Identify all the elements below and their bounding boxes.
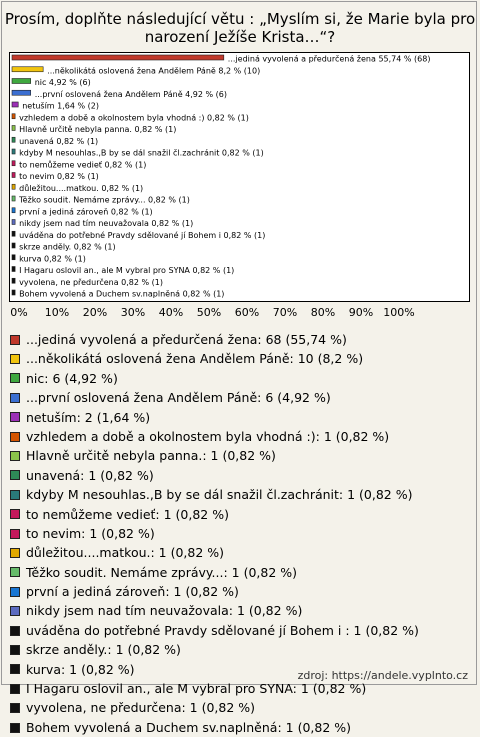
legend-label: Těžko soudit. Nemáme zprávy...: 1 (0,82 %): [26, 564, 298, 580]
x-tick-label: 90%: [348, 306, 374, 319]
legend-item: [10, 621, 475, 640]
bar-data-label: kurva 0,82 % (1): [19, 254, 86, 264]
legend-label: uváděna do potřebné Pravdy sdělované jí Bohem i : 1 (0,82 %): [26, 622, 419, 638]
legend-label: unavená: 1 (0,82 %): [26, 467, 154, 483]
chart-bar: [12, 102, 18, 107]
x-tick-label: 80%: [310, 306, 336, 319]
legend-swatch: [10, 432, 20, 442]
legend-swatch: [10, 703, 20, 713]
bar-data-label: ...několikátá oslovená žena Andělem Páně 8,2 % (10): [47, 66, 261, 76]
legend-label: I Hagaru oslovil an., ale M vybral pro SYNA: 1 (0,82 %): [26, 681, 367, 697]
legend-label: kurva: 1 (0,82 %): [26, 661, 135, 677]
bar-data-label: uváděna do potřebné Pravdy sdělované jí Bohem i 0,82 % (1): [19, 230, 266, 240]
x-tick-label: 100%: [383, 306, 415, 319]
legend-swatch: [10, 509, 20, 519]
legend-item: [10, 563, 475, 582]
bar-data-label: to nemůžeme vedieť 0,82 % (1): [19, 160, 147, 170]
bar-data-label: nikdy jsem nad tím neuvažovala 0,82 % (1): [19, 219, 194, 228]
x-tick-label: 0%: [10, 306, 28, 319]
bar-data-label: I Hagaru oslovil an., ale M vybral pro SYNA 0,82 % (1): [19, 266, 235, 275]
legend-swatch: [10, 567, 20, 577]
legend-item: [10, 543, 475, 562]
chart-bar: [12, 208, 15, 213]
bar-chart-svg: [10, 53, 470, 302]
legend-item: [10, 640, 475, 659]
chart-bar: [12, 126, 15, 131]
legend-item: [10, 446, 475, 465]
legend-swatch: [10, 723, 20, 733]
chart-bar: [12, 90, 31, 95]
chart-bar: [12, 267, 15, 272]
chart-bar: [12, 55, 224, 60]
bar-data-label: nic 4,92 % (6): [34, 78, 91, 87]
legend-swatch: [10, 626, 20, 636]
source-note: zdroj: https://andele.vyplnto.cz: [297, 669, 468, 682]
legend-label: první a jediná zároveň: 1 (0,82 %): [26, 584, 239, 600]
x-tick-label: 20%: [82, 306, 108, 319]
x-tick-label: 30%: [120, 306, 146, 319]
bar-data-label: důležitou....matkou. 0,82 % (1): [19, 183, 144, 193]
bar-data-label: vzhledem a době a okolnostem byla vhodná :) 0,82 % (1): [19, 113, 249, 123]
chart-bar: [12, 184, 15, 189]
bar-data-label: unavená 0,82 % (1): [19, 136, 99, 146]
chart-bar: [12, 173, 15, 178]
bar-data-label: Těžko soudit. Nemáme zprávy... 0,82 % (1): [19, 195, 190, 205]
legend-swatch: [10, 645, 20, 655]
chart-title: [0, 10, 480, 46]
legend-item: [10, 466, 475, 485]
legend-swatch: [10, 335, 20, 345]
bar-data-label: ...jediná vyvolená a předurčená žena 55,74 % (68): [227, 54, 431, 64]
chart-bar: [12, 220, 15, 225]
legend-swatch: [10, 393, 20, 403]
chart-bar: [12, 196, 15, 201]
bar-data-label: ...první oslovená žena Andělem Páně 4,92 % (6): [34, 89, 228, 99]
legend-item: [10, 485, 475, 504]
legend-item: [10, 582, 475, 601]
x-axis-ticks: [0, 306, 480, 324]
legend-label: Hlavně určitě nebyla panna.: 1 (0,82 %): [26, 448, 276, 464]
legend-label: vzhledem a době a okolnostem byla vhodná :): 1 (0,82 %): [26, 428, 390, 444]
legend-label: Bohem vyvolená a Duchem sv.naplněná: 1 (0,82 %): [26, 719, 352, 735]
bar-data-label: vyvolena, ne předurčena 0,82 % (1): [19, 277, 164, 287]
legend-label: nic: 6 (4,92 %): [26, 370, 118, 386]
legend-swatch: [10, 684, 20, 694]
legend-swatch: [10, 354, 20, 364]
legend-swatch: [10, 529, 20, 539]
x-tick-label: 70%: [272, 306, 298, 319]
legend-swatch: [10, 606, 20, 616]
chart-bar: [12, 278, 15, 283]
x-tick-label: 40%: [158, 306, 184, 319]
bar-data-label: netuším 1,64 % (2): [22, 101, 99, 111]
chart-bar: [12, 114, 15, 119]
legend-label: netuším: 2 (1,64 %): [26, 409, 151, 425]
legend-item: [10, 369, 475, 388]
chart-title-line: narození Ježíše Krista…“?: [144, 28, 336, 46]
legend-item: [10, 388, 475, 407]
legend-label: vyvolena, ne předurčena: 1 (0,82 %): [26, 700, 256, 716]
legend-swatch: [10, 664, 20, 674]
legend-swatch: [10, 412, 20, 422]
legend-label: to nevim: 1 (0,82 %): [26, 525, 155, 541]
bar-data-label: první a jediná zároveň 0,82 % (1): [19, 207, 153, 217]
legend-label: ...jediná vyvolená a předurčená žena: 68 (55,74 %): [26, 332, 347, 347]
legend-item: [10, 408, 475, 427]
legend-item: [10, 349, 475, 368]
bar-data-label: to nevim 0,82 % (1): [19, 172, 99, 181]
legend-swatch: [10, 490, 20, 500]
legend-swatch: [10, 373, 20, 383]
legend-swatch: [10, 451, 20, 461]
legend-label: nikdy jsem nad tím neuvažovala: 1 (0,82 %): [26, 603, 303, 619]
legend-label: kdyby M nesouhlas.,B by se dál snažil čl.zachránit: 1 (0,82 %): [26, 487, 413, 503]
chart-bar: [12, 149, 15, 154]
chart-bar: [12, 161, 15, 166]
bar-data-label: kdyby M nesouhlas.,B by se dál snažil čl.zachránit 0,82 % (1): [19, 148, 264, 158]
legend-label: důležitou....matkou.: 1 (0,82 %): [26, 545, 225, 561]
legend-label: to nemůžeme vedieť: 1 (0,82 %): [26, 506, 229, 522]
legend-item: [10, 330, 475, 349]
x-tick-label: 50%: [196, 306, 222, 319]
chart-bar: [12, 79, 31, 84]
legend-swatch: [10, 548, 20, 558]
legend-item: [10, 698, 475, 717]
chart-bar: [12, 137, 15, 142]
x-tick-label: 10%: [44, 306, 70, 319]
legend-label: skrze anděly.: 1 (0,82 %): [26, 642, 181, 658]
legend-label: ...několikátá oslovená žena Andělem Páně: 10 (8,2 %): [26, 351, 364, 367]
legend-item: [10, 718, 475, 737]
bar-data-label: Hlavně určitě nebyla panna. 0,82 % (1): [19, 125, 177, 134]
chart-bar: [12, 67, 43, 72]
chart-bar: [12, 231, 15, 236]
x-tick-label: 60%: [234, 306, 260, 319]
chart-bar: [12, 243, 15, 248]
bar-data-label: Bohem vyvolená a Duchem sv.naplněná 0,82 % (1): [19, 289, 225, 299]
legend-swatch: [10, 587, 20, 597]
legend-swatch: [10, 470, 20, 480]
chart-bar: [12, 255, 15, 260]
legend-item: [10, 427, 475, 446]
legend-label: ...první oslovená žena Andělem Páně: 6 (4,92 %): [26, 390, 331, 406]
plot-area: [9, 52, 470, 302]
chart-title-line: Prosím, doplňte následující větu : „Myslím si, že Marie byla pro: [4, 10, 476, 28]
legend-item: [10, 524, 475, 543]
legend-item: [10, 601, 475, 620]
bar-data-label: skrze anděly. 0,82 % (1): [19, 242, 116, 252]
chart-bar: [12, 290, 15, 295]
legend-item: [10, 505, 475, 524]
